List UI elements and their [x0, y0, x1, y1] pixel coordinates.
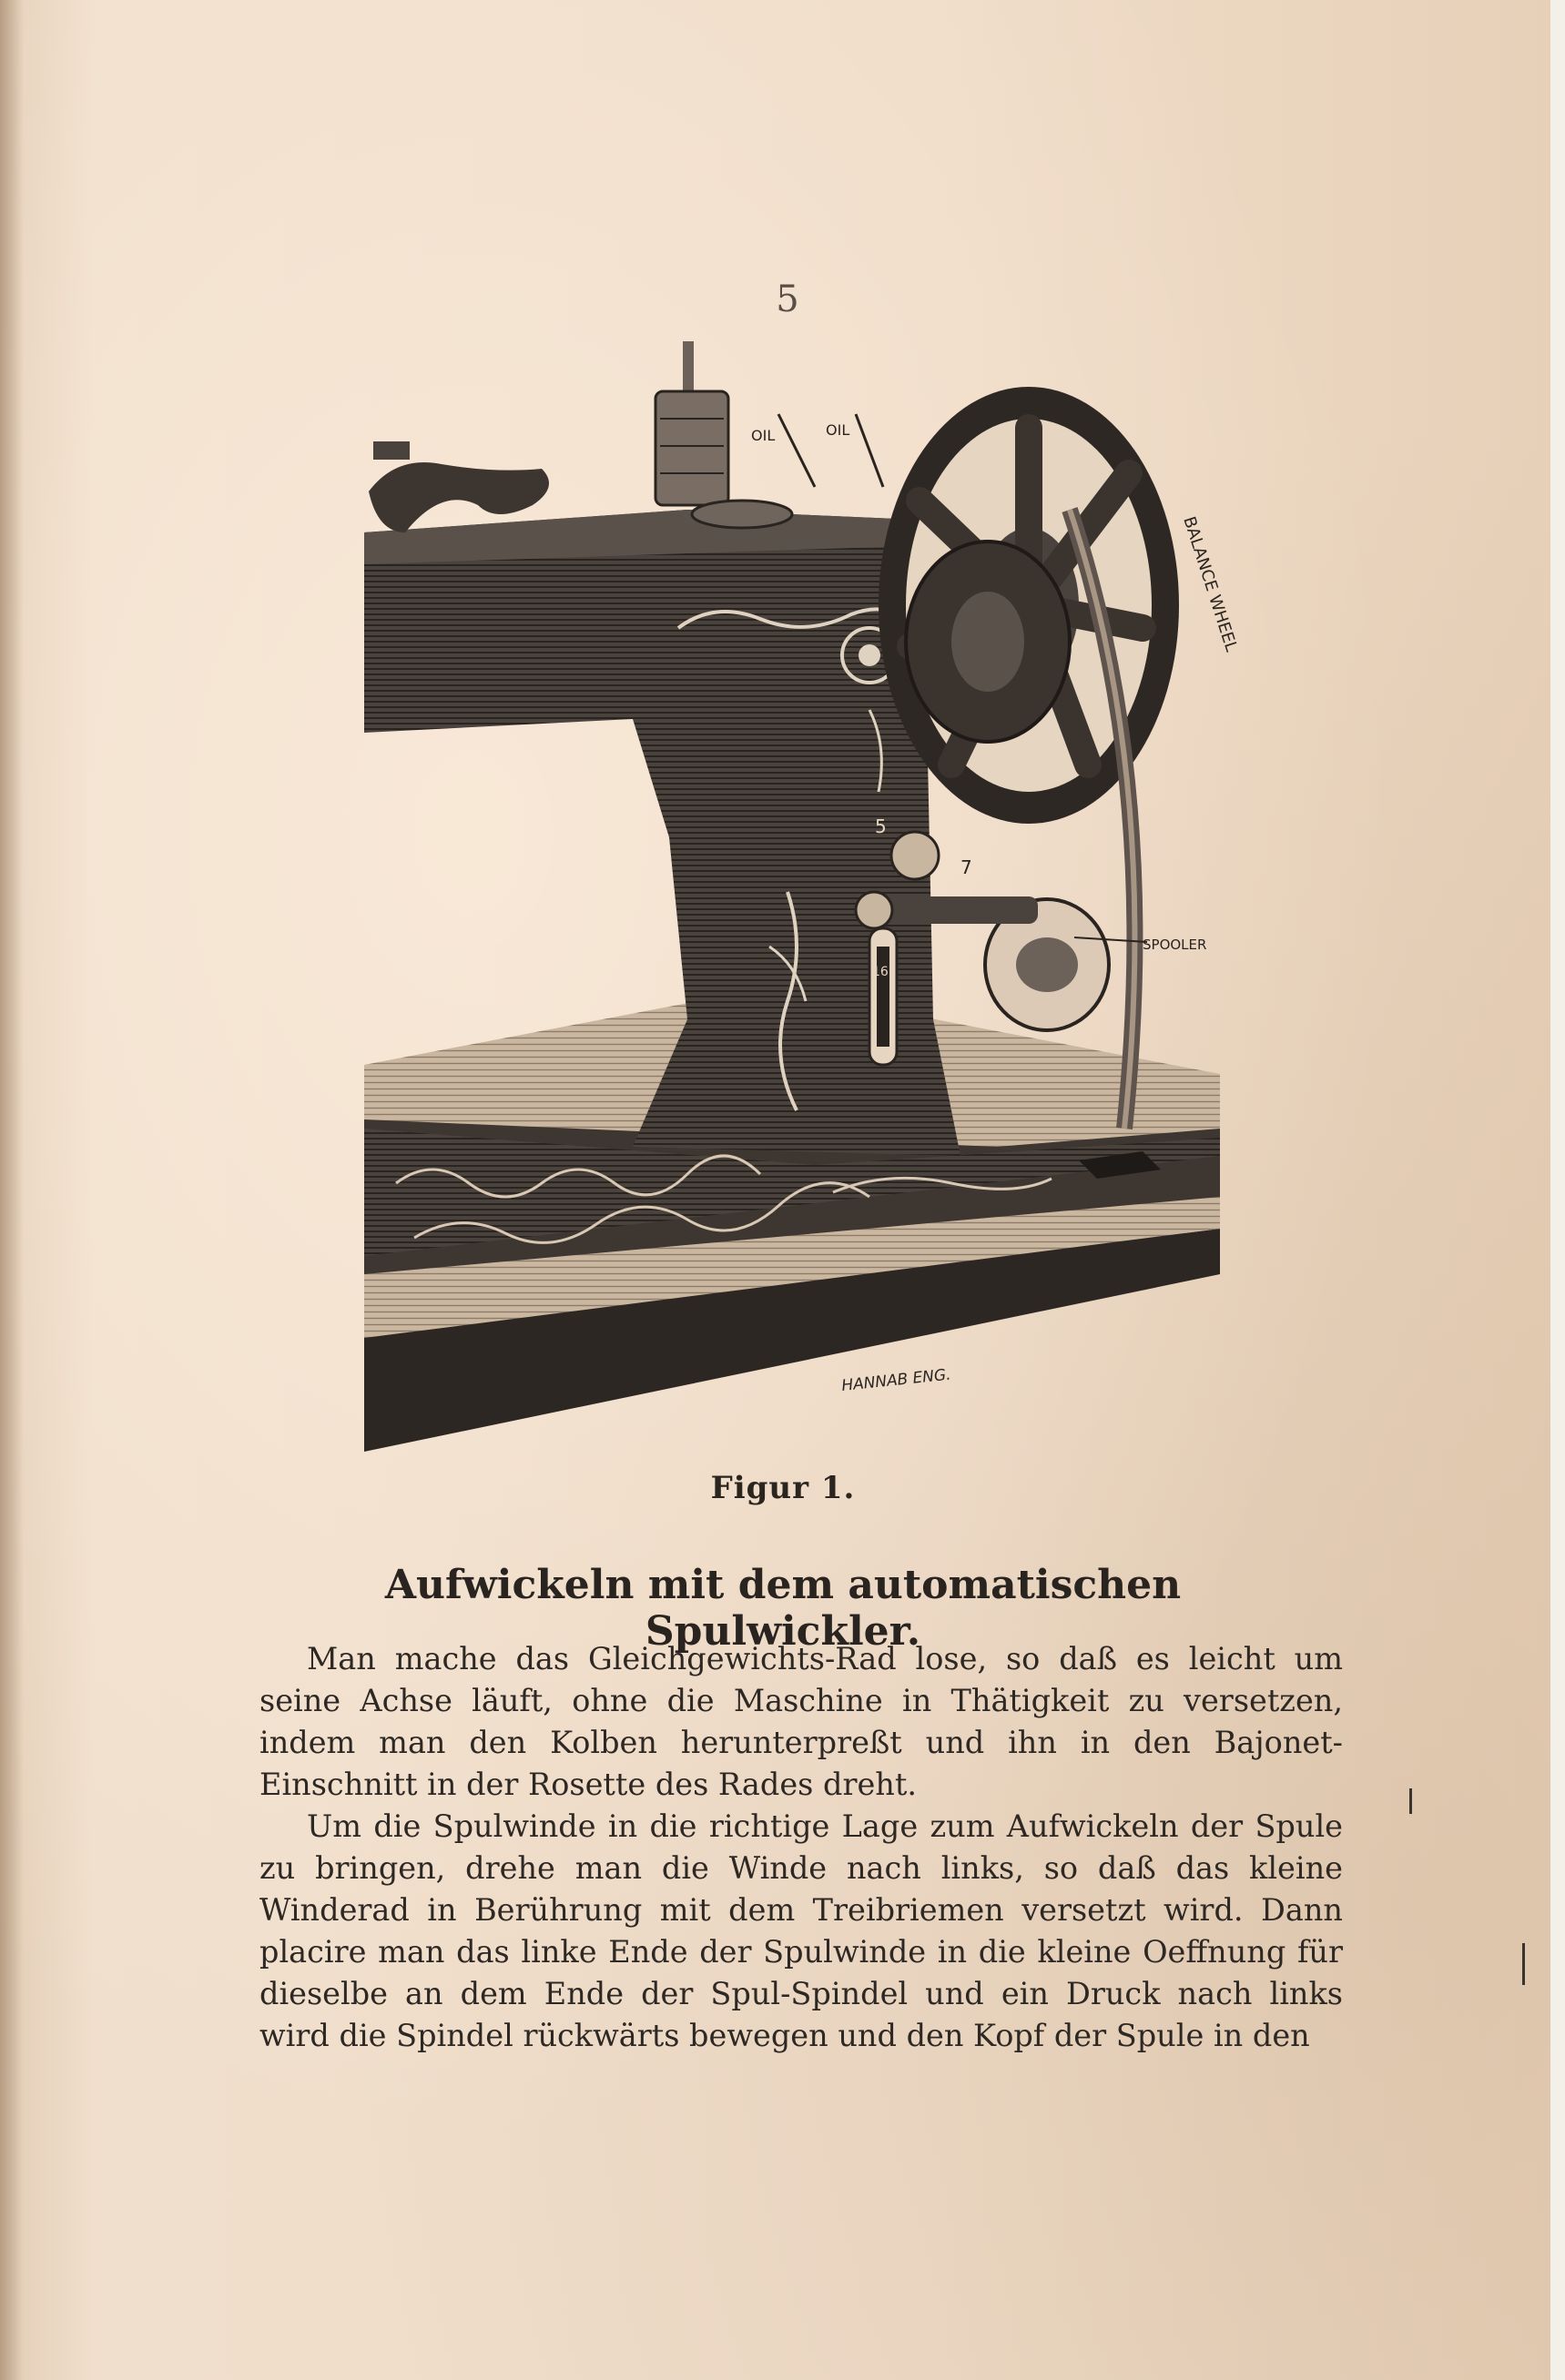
label-num-16: 16: [872, 965, 889, 979]
thread-guide: [369, 441, 549, 532]
label-balance-wheel: BALANCE WHEEL: [1179, 514, 1242, 654]
section-heading: Aufwickeln mit dem automatischen Spulwickler.: [384, 1562, 1182, 1655]
margin-mark: [1522, 1943, 1525, 1985]
label-engraver: HANNAB ENG.: [840, 1365, 952, 1395]
page-spine-shadow: [0, 0, 24, 2380]
label-oil-right: OIL: [826, 421, 850, 439]
paragraph: Man mache das Gleichgewichts-Rad lose, so daß es leicht um seine Achse läuft, ohne die Maschine in Thätigkeit zu versetzen, indem man den Kolben herunterpreßt und ihn in den Bajonet-Einschnitt in der Rosette des Rades dreht.: [259, 1641, 1343, 1802]
margin-mark: [1409, 1788, 1412, 1814]
figure-caption: Figur 1.: [710, 1470, 856, 1506]
body-text: [259, 1638, 1343, 2057]
thread-spool: [655, 341, 728, 505]
label-spooler: SPOOLER: [1143, 937, 1207, 953]
label-num-7: 7: [960, 856, 972, 878]
sewing-machine-illustration: [360, 328, 1242, 1461]
balance-wheel: [879, 387, 1179, 824]
page-number: 5: [776, 279, 799, 320]
paragraph: Um die Spulwinde in die richtige Lage zum Aufwickeln der Spule zu bringen, drehe man die Winde nach links, so daß das kleine Winderad in Berührung mit dem Treibriemen versetzt wird. Dann placire man das linke Ende der Spulwinde in die kleine Oeffnung für dieselbe an dem Ende der Spul-Spindel und ein Druck nach links wird die Spindel rückwärts bewegen und den Kopf der Spule in den: [259, 1808, 1343, 2053]
label-num-5: 5: [875, 815, 887, 837]
label-oil-left: OIL: [751, 427, 776, 444]
page-torn-edge: [1550, 0, 1565, 2380]
